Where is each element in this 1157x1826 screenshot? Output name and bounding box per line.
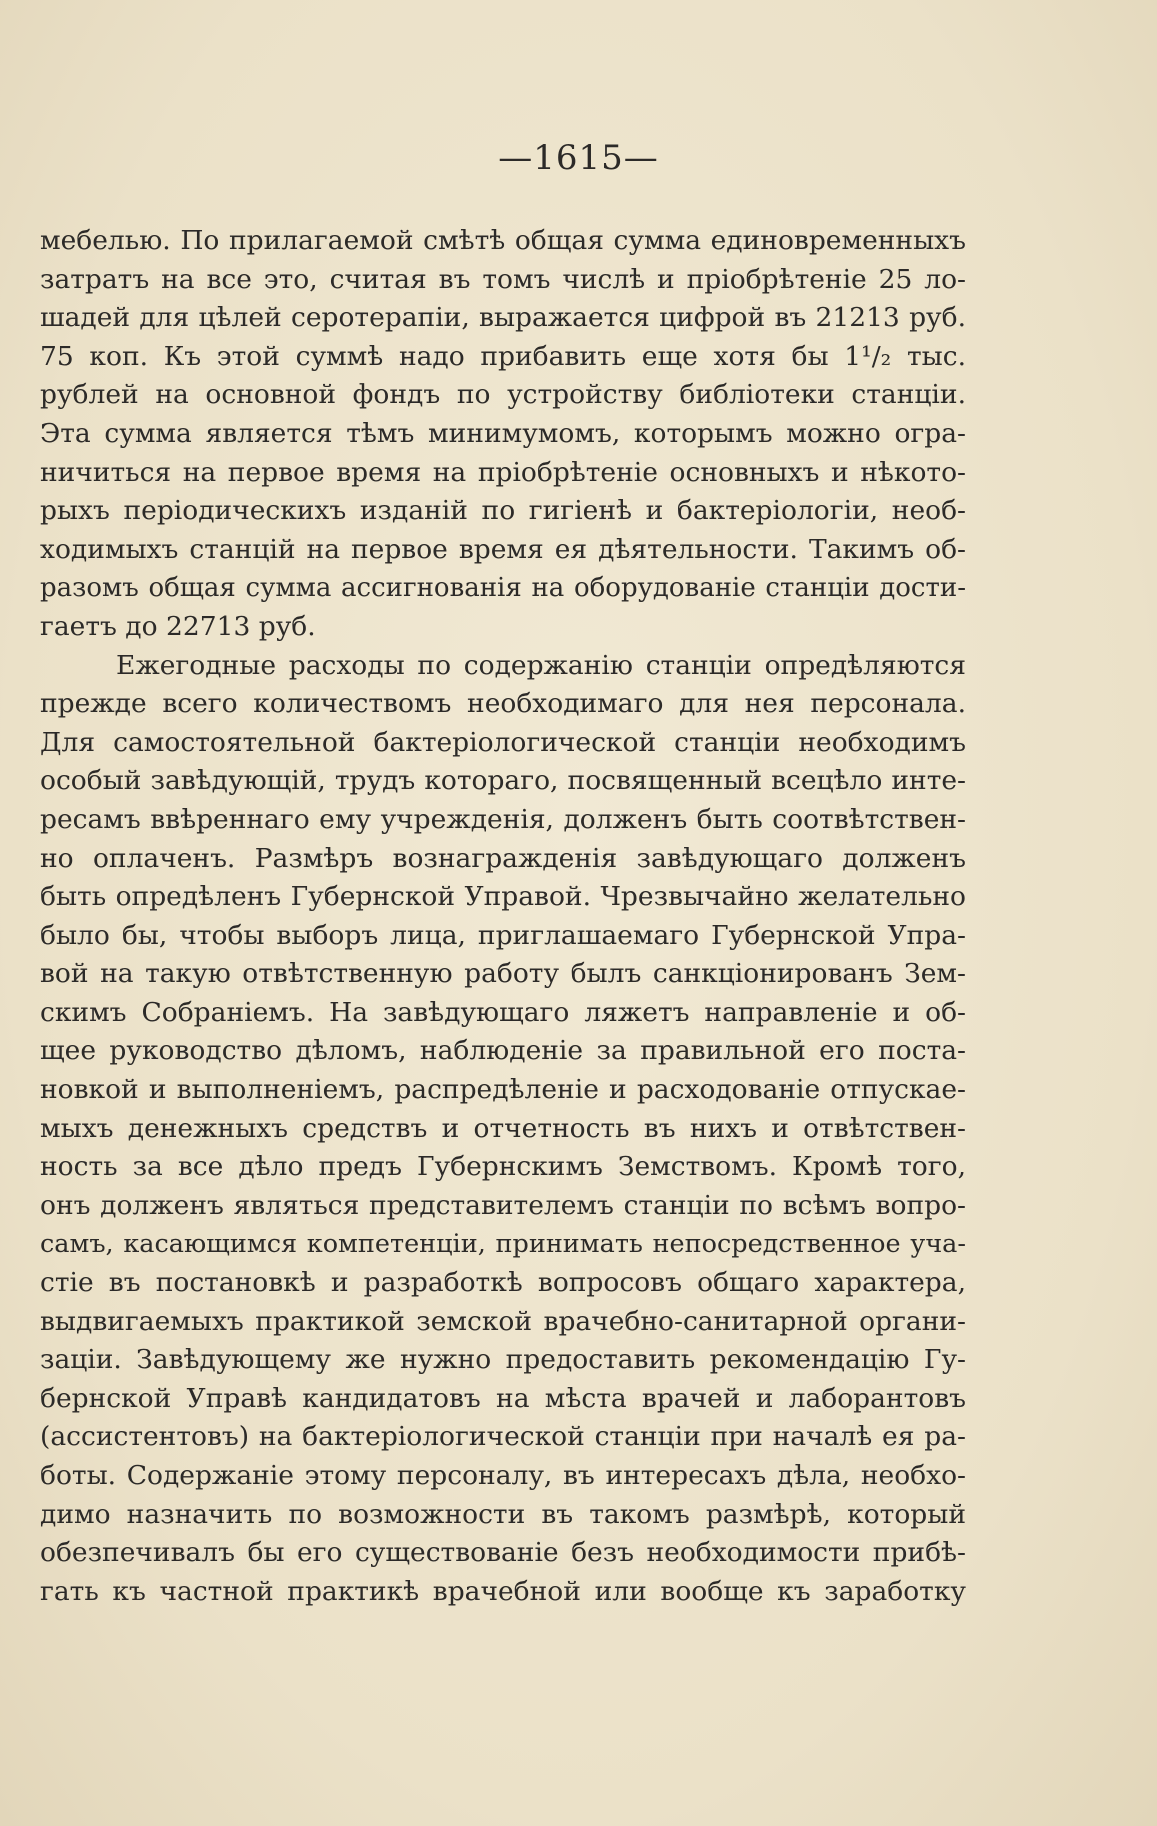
text-line: бернской Управѣ кандидатовъ на мѣста врачей и лаборантовъ <box>40 1382 966 1414</box>
text-line: но оплаченъ. Размѣръ вознагражденія завѣдующаго долженъ <box>40 842 966 874</box>
text-line: димо назначить по возможности въ такомъ размѣрѣ, который <box>40 1498 966 1530</box>
text-line: было бы, чтобы выборъ лица, приглашаемаго Губернской Упра- <box>40 919 966 951</box>
text-line: затратъ на все это, считая въ томъ числѣ и пріобрѣтеніе 25 ло- <box>40 263 966 295</box>
page-number: —1615— <box>498 138 659 178</box>
text-line: рыхъ періодическихъ изданій по гигіенѣ и бактеріологіи, необ- <box>40 495 966 527</box>
text-line: ходимыхъ станцій на первое время ея дѣятельности. Такимъ об- <box>40 533 966 565</box>
text-line: рублей на основной фондъ по устройству библіотеки станціи. <box>40 379 966 411</box>
text-line: выдвигаемыхъ практикой земской врачебно-санитарной органи- <box>40 1305 966 1337</box>
text-line: гаетъ до 22713 руб. <box>40 610 316 642</box>
text-line: ресамъ ввѣреннаго ему учрежденія, долженъ быть соотвѣтствен- <box>40 803 966 835</box>
text-line: вой на такую отвѣтственную работу былъ санкціонированъ Зем- <box>40 958 966 990</box>
text-line: стіе въ постановкѣ и разработкѣ вопросовъ общаго характера, <box>40 1267 966 1299</box>
text-line: разомъ общая сумма ассигнованія на оборудованіе станціи дости- <box>40 573 966 604</box>
text-line: Эта сумма является тѣмъ минимумомъ, которымъ можно огра- <box>40 417 966 449</box>
text-line: самъ, касающимся компетенціи, принимать непосредственное уча- <box>40 1229 966 1260</box>
text-line: быть опредѣленъ Губернской Управой. Чрезвычайно желательно <box>40 881 966 913</box>
text-line: гать къ частной практикѣ врачебной или вообще къ заработку <box>40 1575 966 1607</box>
body-text <box>40 222 966 1611</box>
text-line: 75 коп. Къ этой суммѣ надо прибавить еще хотя бы 1¹/₂ тыс. <box>40 340 966 372</box>
text-line: шадей для цѣлей серотерапіи, выражается цифрой въ 21213 руб. <box>40 302 966 334</box>
text-line: мыхъ денежныхъ средствъ и отчетность въ нихъ и отвѣтствен- <box>40 1112 966 1144</box>
text-line: новкой и выполненіемъ, распредѣленіе и расходованіе отпускае- <box>40 1074 966 1106</box>
paragraph-1 <box>40 222 966 647</box>
text-line: Для самостоятельной бактеріологической станціи необходимъ <box>40 726 966 758</box>
text-line: скимъ Собраніемъ. На завѣдующаго ляжетъ направленіе и об- <box>40 996 966 1028</box>
text-line: Ежегодные расходы по содержанію станціи опредѣляются <box>116 649 966 681</box>
text-line: мебелью. По прилагаемой смѣтѣ общая сумма единовременныхъ <box>40 225 966 256</box>
text-line: прежде всего количествомъ необходимаго для нея персонала. <box>40 688 966 720</box>
text-line: щее руководство дѣломъ, наблюденіе за правильной его поста- <box>40 1035 966 1067</box>
text-line: заціи. Завѣдующему же нужно предоставить рекомендацію Гу- <box>40 1344 966 1376</box>
text-line: онъ долженъ являться представителемъ станціи по всѣмъ вопро- <box>40 1189 966 1221</box>
text-line: боты. Содержаніе этому персоналу, въ интересахъ дѣла, необхо- <box>40 1460 966 1491</box>
text-line: обезпечивалъ бы его существованіе безъ необходимости прибѣ- <box>40 1537 966 1569</box>
paragraph-2 <box>40 647 966 1612</box>
text-line: (ассистентовъ) на бактеріологической станціи при началѣ ея ра- <box>40 1421 966 1453</box>
text-line: ничиться на первое время на пріобрѣтеніе основныхъ и нѣкото- <box>40 456 966 488</box>
text-line: особый завѣдующій, трудъ котораго, посвященный всецѣло инте- <box>40 765 966 797</box>
text-line: ность за все дѣло предъ Губернскимъ Земствомъ. Кромѣ того, <box>40 1151 966 1183</box>
